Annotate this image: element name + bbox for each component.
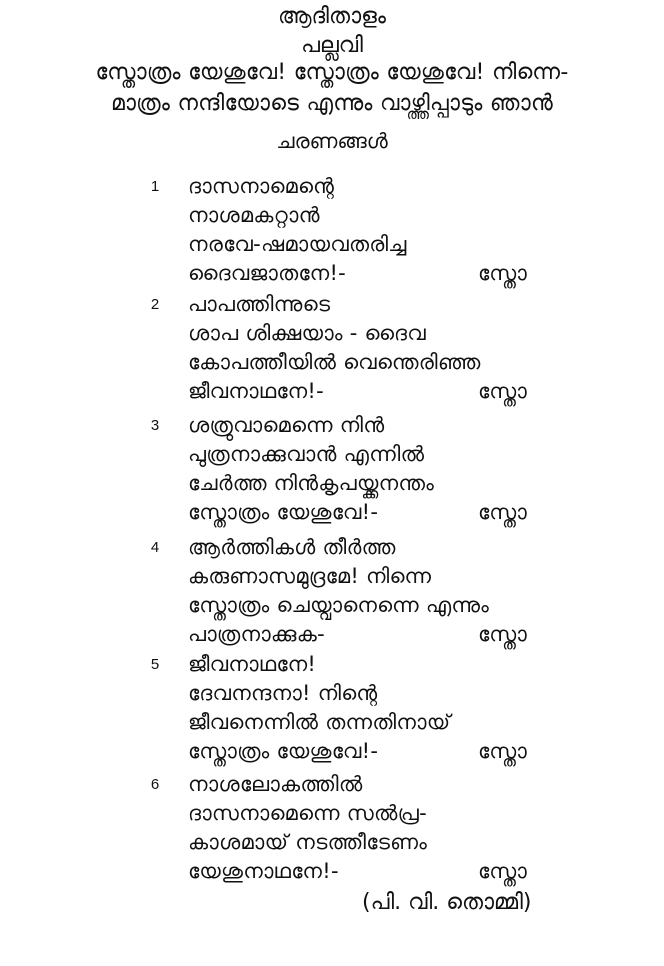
stanza-line: ആർത്തികൾ തീർത്ത bbox=[188, 535, 396, 559]
refrain-marker: സ്തോ bbox=[478, 500, 527, 524]
stanza-line: നരവേ-ഷമായവതരിച്ച bbox=[188, 232, 407, 256]
pallavi-heading: പല്ലവി bbox=[301, 33, 363, 58]
author-credit: (പി. വി. തൊമ്മി) bbox=[362, 890, 532, 915]
pallavi-line-1: സ്തോത്രം യേശുവേ! സ്തോത്രം യേശുവേ! നിന്നെ- bbox=[95, 60, 569, 85]
stanza-line: യേശുനാഥനേ!- bbox=[188, 859, 339, 883]
pallavi-line-2: മാത്രം നന്ദിയോടെ എന്നും വാഴ്ത്തിപ്പാടും ഞാൻ bbox=[110, 91, 554, 116]
stanza-line: നാശലോകത്തിൽ bbox=[188, 772, 363, 796]
stanza-line: പാത്രനാക്കുക- bbox=[188, 622, 325, 646]
stanza-line: ദേവനന്ദനാ! നിന്റെ bbox=[188, 681, 378, 705]
stanza-line: ജീവനെന്നിൽ തന്നതിനായ് bbox=[188, 710, 451, 734]
stanza-line: ദാസനാമെന്നെ സൽപ്ര- bbox=[188, 801, 428, 825]
refrain-marker: സ്തോ bbox=[478, 622, 527, 646]
stanza-line: നാശമകറ്റാൻ bbox=[188, 203, 320, 227]
refrain-marker: സ്തോ bbox=[478, 739, 527, 763]
stanza-line: ദൈവജാതനേ!- bbox=[188, 261, 347, 285]
stanza-line: സ്തോത്രം ചെയ്വാനെന്നെ എന്നും bbox=[188, 593, 490, 617]
stanza-line: ജീവനാഥനേ!- bbox=[188, 379, 325, 403]
stanza-line: ശാപ ശിക്ഷയാം - ദൈവ bbox=[188, 321, 427, 345]
stanza-line: സ്തോത്രം യേശുവേ!- bbox=[188, 500, 379, 524]
charanams-heading: ചരണങ്ങൾ bbox=[276, 129, 388, 153]
stanza-number: 4 bbox=[150, 539, 160, 556]
refrain-marker: സ്തോ bbox=[478, 859, 527, 883]
stanza-line: കരുണാസമുദ്രമേ! നിന്നെ bbox=[188, 564, 432, 588]
stanza-line: പാപത്തിന്നുടെ bbox=[188, 292, 331, 316]
stanza-line: ജീവനാഥനേ! bbox=[188, 652, 317, 676]
stanza-line: പുത്രനാക്കുവാൻ എന്നിൽ bbox=[188, 442, 425, 466]
stanza-line: ദാസനാമെന്റെ bbox=[188, 174, 335, 198]
refrain-marker: സ്തോ bbox=[478, 379, 527, 403]
refrain-marker: സ്തോ bbox=[478, 261, 527, 285]
stanza-number: 2 bbox=[150, 296, 160, 313]
stanza-line: സ്തോത്രം യേശുവേ!- bbox=[188, 739, 379, 763]
stanza-number: 1 bbox=[150, 178, 160, 195]
stanza-line: കോപത്തീയിൽ വെന്തെരിഞ്ഞ bbox=[188, 350, 481, 374]
stanza-line: കാശമായ് നടത്തീടേണം bbox=[188, 830, 428, 854]
stanza-number: 5 bbox=[150, 656, 160, 673]
stanza-number: 3 bbox=[150, 417, 160, 434]
raga-heading: ആദിതാളം bbox=[277, 4, 387, 29]
stanza-number: 6 bbox=[150, 776, 160, 793]
stanza-line: ശത്രുവാമെന്നെ നിൻ bbox=[188, 413, 385, 437]
stanza-line: ചേർത്ത നിൻകൃപയ്ക്കനന്തം bbox=[188, 471, 435, 495]
